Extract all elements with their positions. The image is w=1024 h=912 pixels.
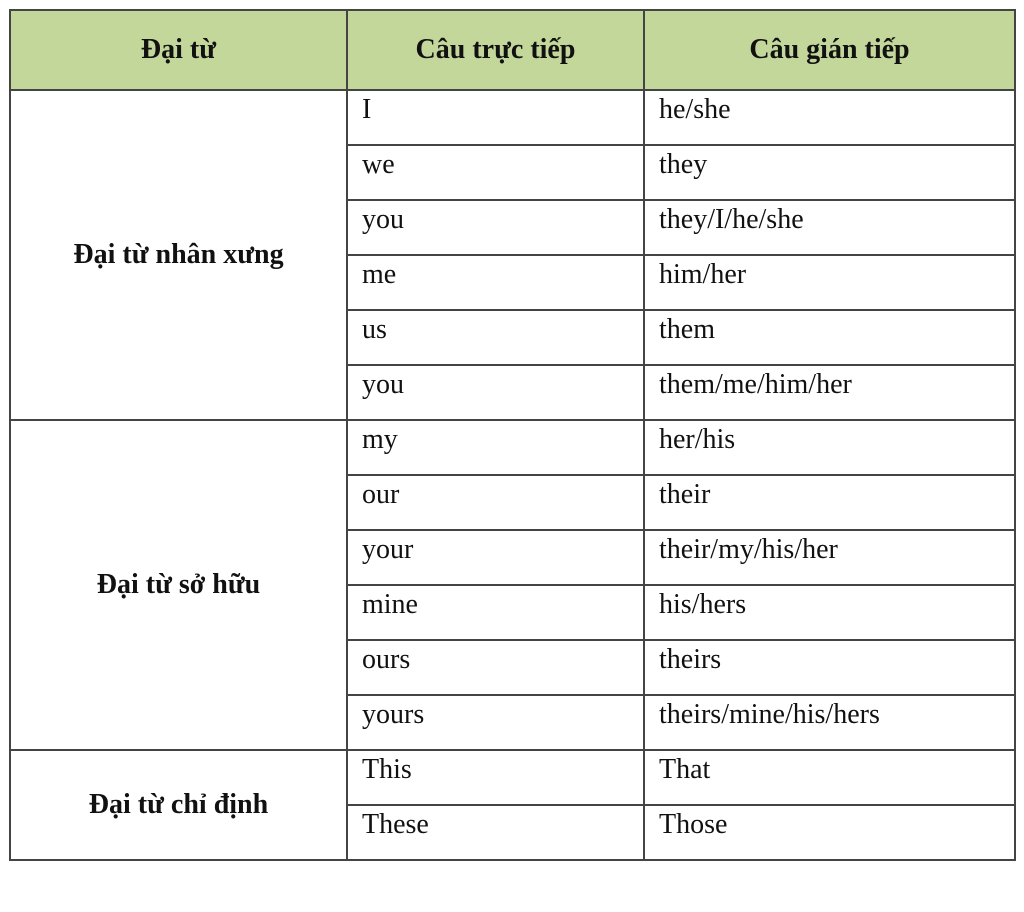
indirect-cell: Those [644,805,1015,860]
direct-cell: I [347,90,644,145]
header-indirect-speech: Câu gián tiếp [644,10,1015,90]
direct-cell: your [347,530,644,585]
direct-cell: we [347,145,644,200]
indirect-cell: That [644,750,1015,805]
indirect-cell: they/I/he/she [644,200,1015,255]
direct-cell: you [347,200,644,255]
direct-cell: This [347,750,644,805]
indirect-cell: their [644,475,1015,530]
group-label-demonstrative-pronouns: Đại từ chỉ định [10,750,347,860]
direct-cell: our [347,475,644,530]
table-row [10,90,1015,145]
direct-cell: mine [347,585,644,640]
header-pronoun-type: Đại từ [10,10,347,90]
indirect-cell: her/his [644,420,1015,475]
header-direct-speech: Câu trực tiếp [347,10,644,90]
direct-cell: my [347,420,644,475]
indirect-cell: them/me/him/her [644,365,1015,420]
indirect-cell: him/her [644,255,1015,310]
table-row [10,420,1015,475]
direct-cell: you [347,365,644,420]
direct-cell: These [347,805,644,860]
indirect-cell: them [644,310,1015,365]
indirect-cell: he/she [644,90,1015,145]
direct-cell: ours [347,640,644,695]
indirect-cell: his/hers [644,585,1015,640]
group-label-possessive-pronouns: Đại từ sở hữu [10,420,347,750]
indirect-cell: theirs [644,640,1015,695]
table-row [10,750,1015,805]
group-label-personal-pronouns: Đại từ nhân xưng [10,90,347,420]
table-header [10,10,1015,90]
indirect-cell: theirs/mine/his/hers [644,695,1015,750]
direct-cell: yours [347,695,644,750]
table-body [10,90,1015,860]
indirect-cell: their/my/his/her [644,530,1015,585]
indirect-cell: they [644,145,1015,200]
pronoun-conversion-table [9,9,1016,861]
header-row [10,10,1015,90]
direct-cell: us [347,310,644,365]
direct-cell: me [347,255,644,310]
